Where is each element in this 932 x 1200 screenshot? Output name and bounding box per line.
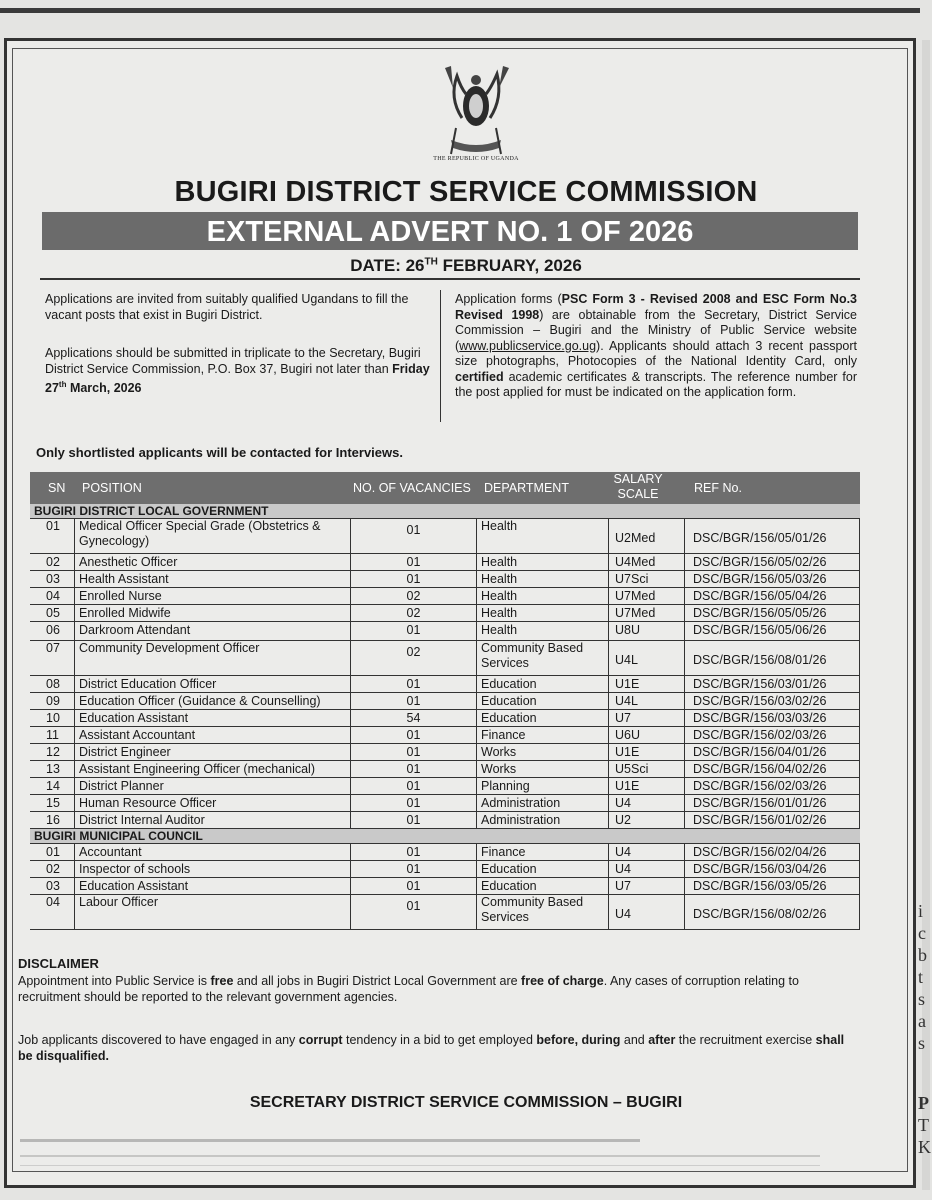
cell-department: Finance [476,727,608,743]
table-row [30,710,860,727]
crest-caption: THE REPUBLIC OF UGANDA [433,156,519,162]
cell-ref: DSC/BGR/156/03/02/26 [684,693,860,709]
cell-vacancies: 02 [350,605,476,621]
table-row [30,622,860,641]
cell-department: Health [476,588,608,604]
cell-salary-scale: U1E [608,744,684,760]
cell-ref: DSC/BGR/156/08/01/26 [684,641,860,675]
cell-salary-scale: U7 [608,878,684,894]
cell-ref: DSC/BGR/156/01/01/26 [684,795,860,811]
cell-salary-scale: U4Med [608,554,684,570]
cell-ref: DSC/BGR/156/02/04/26 [684,844,860,860]
cell-department: Education [476,878,608,894]
cell-salary-scale: U5Sci [608,761,684,777]
side-letter: T [918,1115,929,1135]
cell-salary-scale: U4L [608,693,684,709]
cell-position: Education Assistant [74,878,350,894]
cell-vacancies: 01 [350,571,476,587]
cell-ref: DSC/BGR/156/08/02/26 [684,895,860,929]
side-letter: P [918,1093,929,1113]
cell-department: Health [476,571,608,587]
cell-position: Health Assistant [74,571,350,587]
cell-sn: 09 [46,694,60,708]
district-rows [30,519,860,829]
cell-vacancies: 01 [350,844,476,860]
cell-sn: 02 [46,555,60,569]
publicservice-link[interactable]: www.publicservice.go.ug [459,338,597,353]
cell-position: Enrolled Midwife [74,605,350,621]
table-row [30,812,860,829]
cell-ref: DSC/BGR/156/05/04/26 [684,588,860,604]
table-row [30,744,860,761]
cell-department: Administration [476,812,608,828]
header-position: POSITION [82,481,142,495]
cell-sn: 07 [46,641,60,655]
cell-vacancies: 01 [350,727,476,743]
cell-vacancies: 01 [350,795,476,811]
cell-position: Assistant Engineering Officer (mechanical) [74,761,350,777]
cell-vacancies: 01 [350,622,476,640]
cell-vacancies: 01 [350,744,476,760]
table-row [30,861,860,878]
cell-department: Works [476,761,608,777]
cell-position: Accountant [74,844,350,860]
cell-ref: DSC/BGR/156/03/04/26 [684,861,860,877]
cell-vacancies: 02 [350,588,476,604]
disclaimer-heading: DISCLAIMER [18,956,99,971]
table-row [30,844,860,861]
cell-ref: DSC/BGR/156/03/03/26 [684,710,860,726]
cell-ref: DSC/BGR/156/05/03/26 [684,571,860,587]
cell-vacancies: 01 [350,519,476,553]
cell-sn: 01 [46,519,60,533]
intro-submission: Applications should be submitted in triplicate to the Secretary, Bugiri District Service Commission, P.O. Box 37, Bugiri not later than Friday 27th March, 2026 [45,346,430,396]
cell-position: Community Development Officer [74,641,350,675]
cell-ref: DSC/BGR/156/05/06/26 [684,622,860,640]
side-letter: c [918,923,926,943]
cell-department: Education [476,676,608,692]
cell-sn: 15 [46,796,60,810]
cell-sn: 01 [46,845,60,859]
cell-vacancies: 01 [350,878,476,894]
cell-department: Community Based Services [476,641,608,675]
cell-position: Education Officer (Guidance & Counselling) [74,693,350,709]
cell-salary-scale: U7Med [608,588,684,604]
cell-sn: 04 [46,895,60,909]
vacancies-table [30,472,860,930]
cell-sn: 10 [46,711,60,725]
header-ref: REF No. [694,481,742,495]
side-letter: a [918,1011,926,1031]
cell-department: Education [476,710,608,726]
cell-sn: 14 [46,779,60,793]
cell-position: Human Resource Officer [74,795,350,811]
cell-vacancies: 01 [350,554,476,570]
print-artifact-dots [20,1135,820,1175]
header-department: DEPARTMENT [484,481,569,495]
header-vacancies: NO. OF VACANCIES [353,481,471,495]
cell-vacancies: 01 [350,812,476,828]
cell-sn: 11 [46,728,59,742]
cell-sn: 12 [46,745,60,759]
cell-sn: 08 [46,677,60,691]
cell-salary-scale: U4 [608,844,684,860]
cell-salary-scale: U7 [608,710,684,726]
cell-department: Education [476,693,608,709]
table-row [30,588,860,605]
cell-ref: DSC/BGR/156/05/02/26 [684,554,860,570]
cell-position: District Education Officer [74,676,350,692]
cell-ref: DSC/BGR/156/04/01/26 [684,744,860,760]
cell-sn: 05 [46,606,60,620]
cell-position: District Planner [74,778,350,794]
cell-position: District Engineer [74,744,350,760]
group-municipal-council: BUGIRI MUNICIPAL COUNCIL [30,829,860,844]
cell-sn: 13 [46,762,60,776]
commission-title: BUGIRI DISTRICT SERVICE COMMISSION [174,176,758,208]
adjacent-page-text [918,900,932,1158]
cell-ref: DSC/BGR/156/05/01/26 [684,519,860,553]
cell-vacancies: 01 [350,778,476,794]
cell-salary-scale: U4 [608,795,684,811]
cell-sn: 03 [46,572,60,586]
side-letter: s [918,989,926,1009]
table-row [30,554,860,571]
cell-department: Health [476,554,608,570]
cell-position: Education Assistant [74,710,350,726]
cell-department: Finance [476,844,608,860]
cell-ref: DSC/BGR/156/01/02/26 [684,812,860,828]
cell-vacancies: 01 [350,693,476,709]
cell-salary-scale: U6U [608,727,684,743]
table-row [30,676,860,693]
cell-department: Works [476,744,608,760]
cell-salary-scale: U4L [608,641,684,675]
cell-vacancies: 02 [350,641,476,675]
side-letter: i [918,901,924,921]
cell-salary-scale: U2 [608,812,684,828]
cell-position: Labour Officer [74,895,350,929]
cell-department: Community Based Services [476,895,608,929]
cell-department: Health [476,622,608,640]
top-rule [0,8,920,13]
table-header [30,472,860,504]
cell-ref: DSC/BGR/156/02/03/26 [684,778,860,794]
cell-ref: DSC/BGR/156/03/01/26 [684,676,860,692]
cell-ref: DSC/BGR/156/04/02/26 [684,761,860,777]
cell-ref: DSC/BGR/156/05/05/26 [684,605,860,621]
cell-vacancies: 01 [350,861,476,877]
cell-position: Anesthetic Officer [74,554,350,570]
table-row [30,605,860,622]
secretary-signature: SECRETARY DISTRICT SERVICE COMMISSION – BUGIRI [249,1094,683,1111]
cell-vacancies: 01 [350,676,476,692]
side-letter: K [918,1137,931,1157]
municipal-rows [30,844,860,930]
disclaimer-corruption: Job applicants discovered to have engaged in any corrupt tendency in a bid to get employed before, during and after the recruitment exercise shall be disqualified. [18,1033,845,1063]
table-row [30,795,860,812]
table-row [30,778,860,795]
table-row [30,761,860,778]
table-row [30,571,860,588]
cell-department: Health [476,519,608,553]
header-divider [40,278,860,280]
cell-sn: 03 [46,879,60,893]
cell-salary-scale: U8U [608,622,684,640]
disclaimer-free: Appointment into Public Service is free and all jobs in Bugiri District Local Government are free of charge. Any cases of corruption relating to recruitment should be reported to the relevant government agencies. [18,974,799,1004]
cell-salary-scale: U4 [608,861,684,877]
cell-salary-scale: U2Med [608,519,684,553]
table-row [30,641,860,676]
cell-position: District Internal Auditor [74,812,350,828]
cell-position: Medical Officer Special Grade (Obstetrics & Gynecology) [74,519,350,553]
header-sn: SN [48,481,66,495]
cell-position: Inspector of schools [74,861,350,877]
cell-vacancies: 01 [350,895,476,929]
cell-vacancies: 01 [350,761,476,777]
table-row [30,727,860,744]
table-row [30,693,860,710]
cell-ref: DSC/BGR/156/02/03/26 [684,727,860,743]
cell-vacancies: 54 [350,710,476,726]
table-row [30,878,860,895]
group-district-local-government: BUGIRI DISTRICT LOCAL GOVERNMENT [30,504,860,519]
intro-application-forms: Application forms (PSC Form 3 - Revised 2008 and ESC Form No.3 Revised 1998) are obtainable from the Secretary, District Service Commission – Bugiri and the Ministry of Public Service website (www.publicservice.go.ug). Applicants should attach 3 recent passport size photographs, Photocopies of the National Identity Card, only certified academic certificates & transcripts. The reference number for the post applied for must be indicated on the application form. [455,292,858,399]
intro-invitation: Applications are invited from suitably qualified Ugandans to fill the vacant posts that exist in Bugiri District. [45,292,409,322]
cell-department: Planning [476,778,608,794]
cell-position: Enrolled Nurse [74,588,350,604]
cell-salary-scale: U7Med [608,605,684,621]
cell-department: Administration [476,795,608,811]
side-letter: b [918,945,927,965]
cell-sn: 04 [46,589,60,603]
shortlist-note: Only shortlisted applicants will be contacted for Interviews. [36,445,403,460]
cell-sn: 02 [46,862,60,876]
side-letter: t [918,967,924,987]
cell-sn: 16 [46,813,60,827]
table-row [30,519,860,554]
cell-department: Health [476,605,608,621]
cell-department: Education [476,861,608,877]
cell-ref: DSC/BGR/156/03/05/26 [684,878,860,894]
cell-salary-scale: U1E [608,676,684,692]
cell-salary-scale: U4 [608,895,684,929]
cell-salary-scale: U1E [608,778,684,794]
intro-divider [440,290,441,422]
table-row [30,895,860,930]
cell-sn: 06 [46,623,60,637]
uganda-coat-of-arms-icon [431,58,521,168]
header-salary-scale: SALARY SCALE [613,472,663,501]
cell-salary-scale: U7Sci [608,571,684,587]
advert-number-banner: EXTERNAL ADVERT NO. 1 OF 2026 [42,212,858,250]
cell-position: Darkroom Attendant [74,622,350,640]
cell-position: Assistant Accountant [74,727,350,743]
advert-date: DATE: 26TH FEBRUARY, 2026 [350,256,582,275]
side-letter: s [918,1033,926,1053]
